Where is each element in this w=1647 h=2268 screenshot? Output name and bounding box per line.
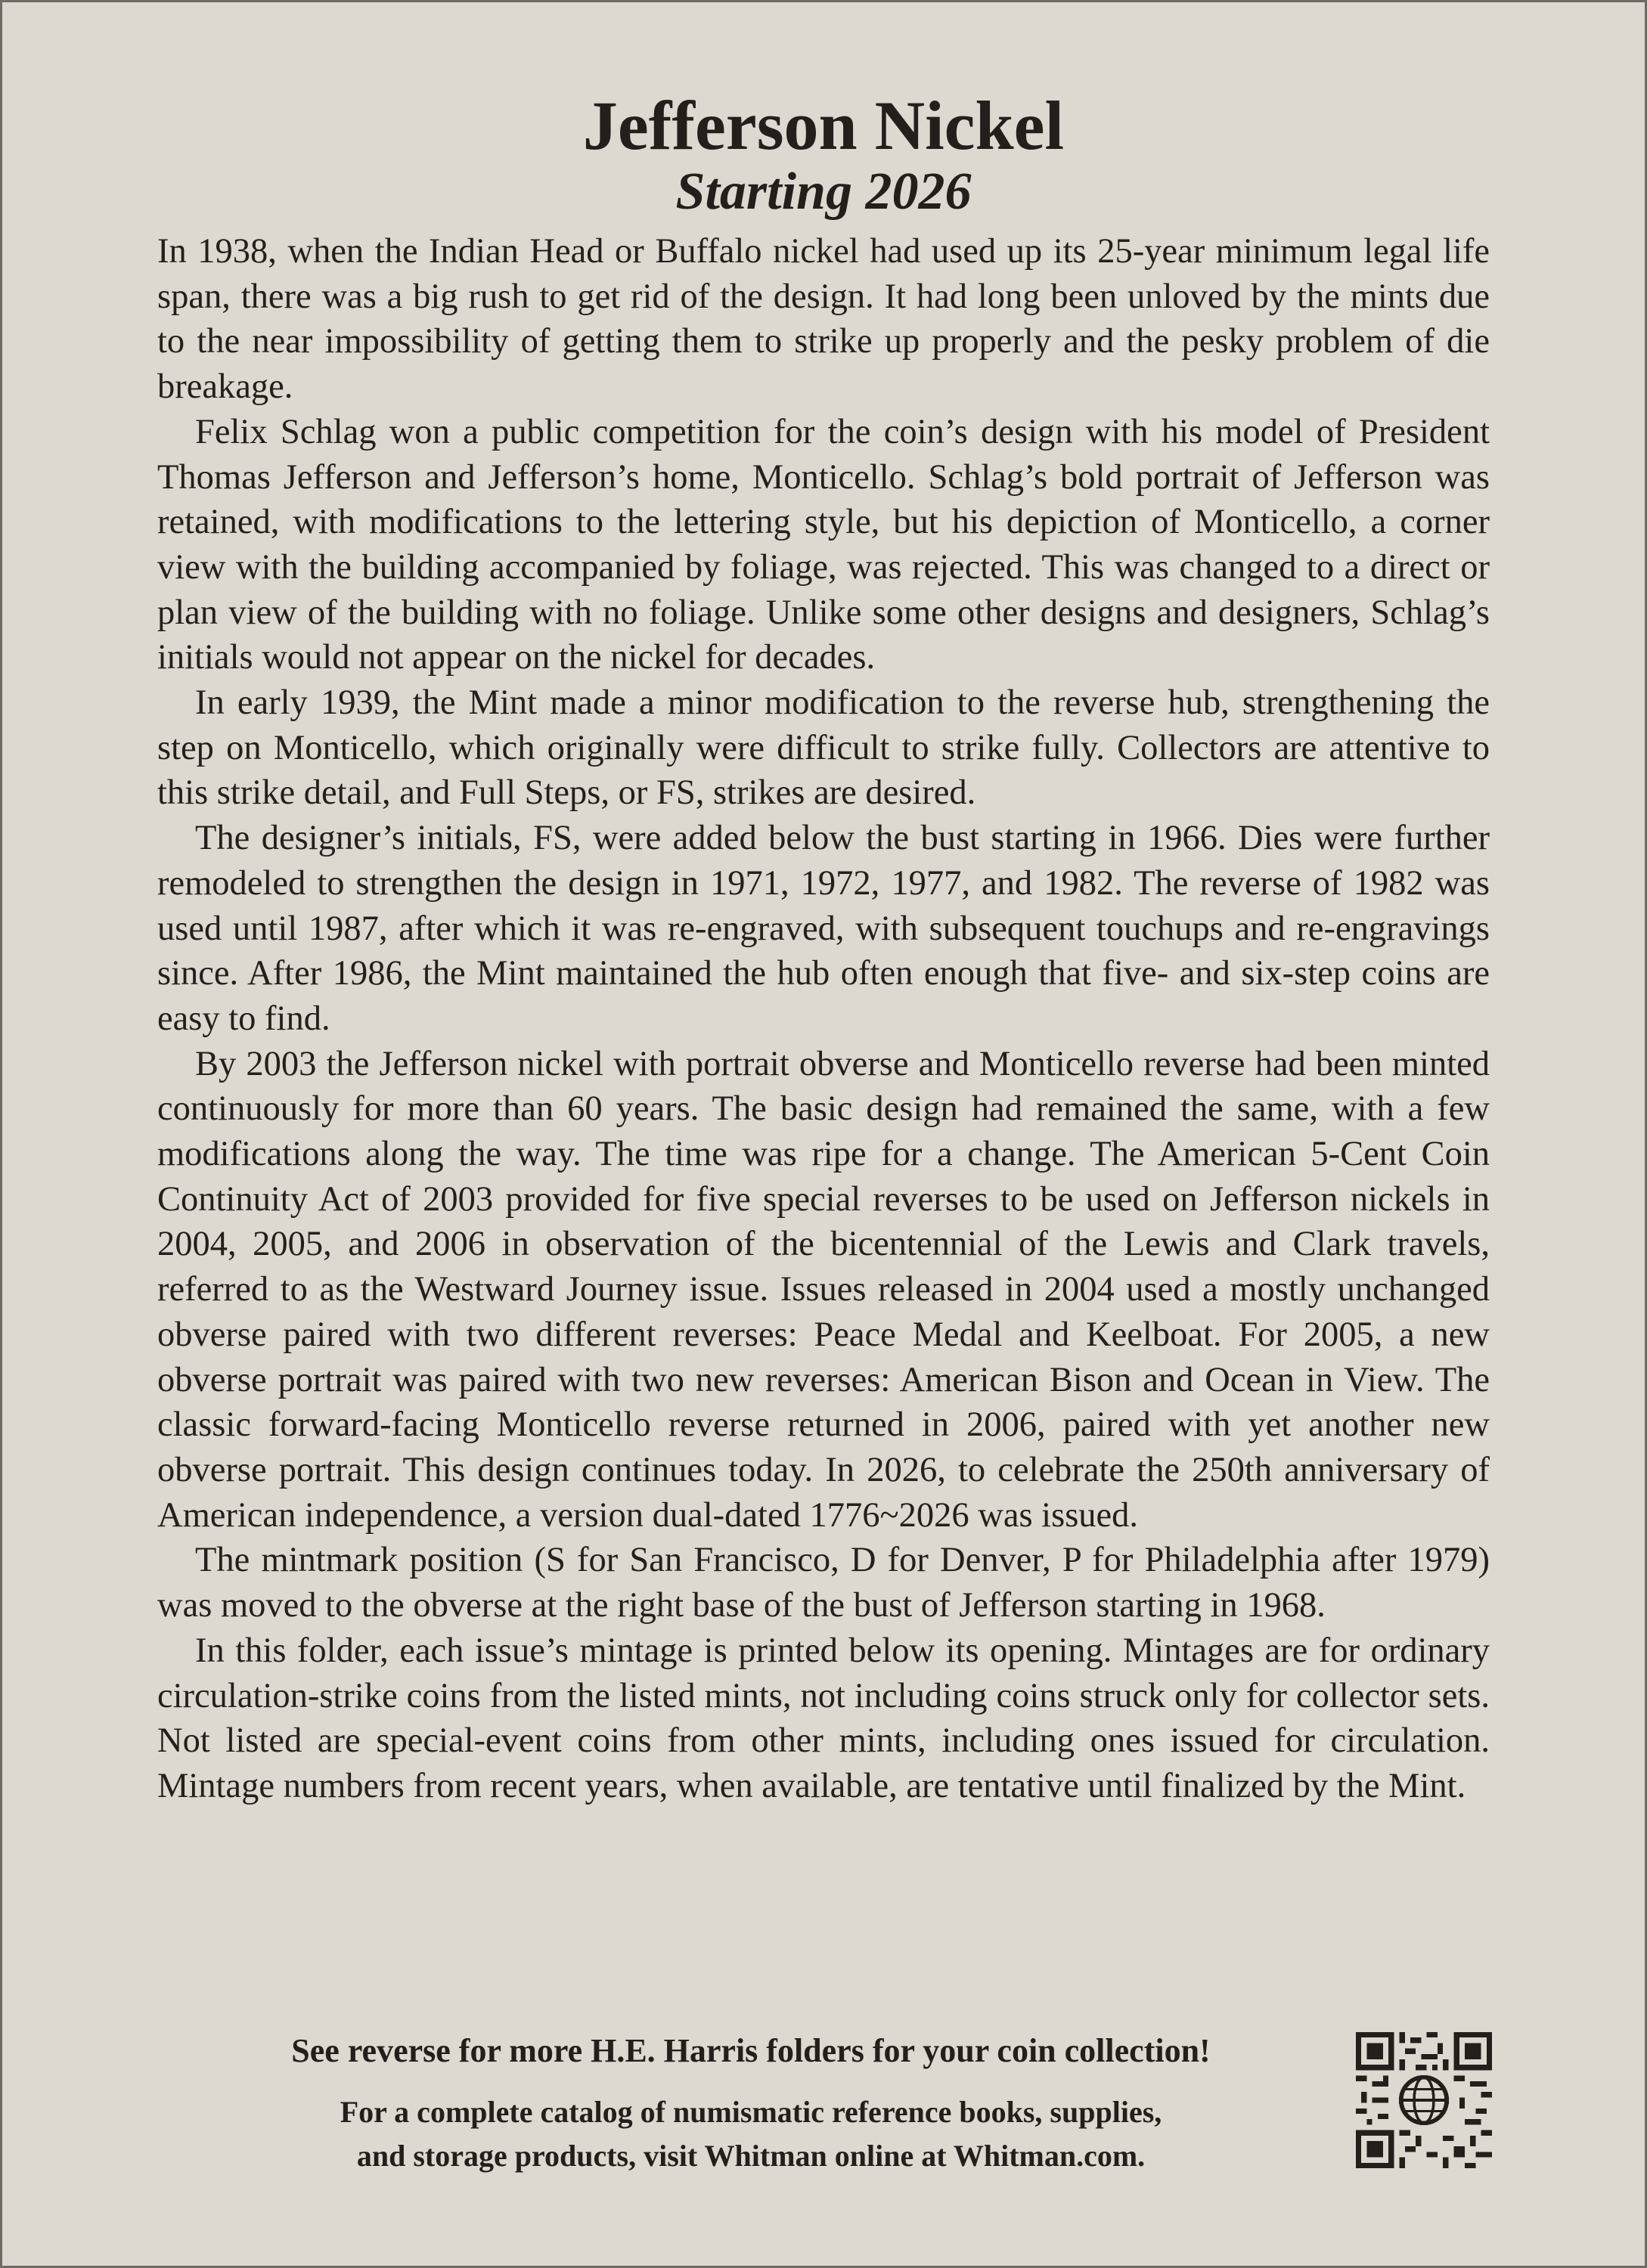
- paragraph-6: The mintmark position (S for San Francisco, D for Denver, P for Philadelphia after 1979) was moved to the obverse at the right base of the bust of Jefferson starting in 1968.: [157, 1541, 1490, 1625]
- paragraph-5: By 2003 the Jefferson nickel with portrait obverse and Monticello reverse had been minted continuously for more than 60 years. The basic design had remained the same, with a few modifications along the way. The time was ripe for a change. The American 5-Cent Coin Continuity Act of 2003 provided for five special reverses to be used on Jefferson nickels in 2004, 2005, and 2006 in observation of the bicentennial of the Lewis and Clark travels, referred to as the Westward Journey issue. Issues released in 2004 used a mostly unchanged obverse paired with two different reverses: Peace Medal and Keelboat. For 2005, a new obverse portrait was paired with two new reverses: American Bison and Ocean in View. The classic forward-facing Monticello reverse returned in 2006, paired with yet another new obverse portrait. This design continues today. In 2026, to celebrate the 250th anniversary of American independence, a version dual-dated 1776~2026 was issued.: [157, 1044, 1490, 1535]
- paragraph-2: Felix Schlag won a public competition for the coin’s design with his model of President Thomas Jefferson and Jefferson’s home, Monticello. Schlag’s bold portrait of Jefferson was retained, with modifications to the lettering style, but his depiction of Monticello, a corner view with the building accompanied by foliage, was rejected. This was changed to a direct or plan view of the building with no foliage. Unlike some other designs and designers, Schlag’s initials would not appear on the nickel for decades.: [157, 412, 1490, 677]
- article-body: [157, 229, 1490, 1809]
- footer-note-line-1: For a complete catalog of numismatic reference books, supplies,: [340, 2095, 1162, 2129]
- footer-headline: See reverse for more H.E. Harris folders for your coin collection!: [291, 2032, 1211, 2069]
- paragraph-7: In this folder, each issue’s mintage is printed below its opening. Mintages are for ordinary circulation-strike coins from the listed mints, not including coins struck only for collector sets. Not listed are special-event coins from other mints, including ones issued for circulation. Mintage numbers from recent years, when available, are tentative until finalized by the Mint.: [157, 1631, 1490, 1805]
- page-title: Jefferson Nickel: [582, 87, 1065, 164]
- paragraph-4: The designer’s initials, FS, were added below the bust starting in 1966. Dies were further remodeled to strengthen the design in 1971, 1972, 1977, and 1982. The reverse of 1982 was used until 1987, after which it was re-engraved, with subsequent touchups and re-engravings since. After 1986, the Mint maintained the hub often enough that five- and six-step coins are easy to find.: [157, 819, 1490, 1038]
- qr-code-icon[interactable]: [1356, 2032, 1492, 2168]
- footer-note-line-2: and storage products, visit Whitman online at Whitman.com.: [356, 2139, 1146, 2173]
- paragraph-1: In 1938, when the Indian Head or Buffalo nickel had used up its 25-year minimum legal life span, there was a big rush to get rid of the design. It had long been unloved by the mints due to the near impossibility of getting them to strike up properly and the pesky problem of die breakage.: [157, 232, 1490, 407]
- footer-note: [191, 2090, 1310, 2178]
- paragraph-3: In early 1939, the Mint made a minor modification to the reverse hub, strengthening the step on Monticello, which originally were difficult to strike fully. Collectors are attentive to this strike detail, and Full Steps, or FS, strikes are desired.: [157, 683, 1490, 813]
- page-subtitle: Starting 2026: [675, 163, 972, 221]
